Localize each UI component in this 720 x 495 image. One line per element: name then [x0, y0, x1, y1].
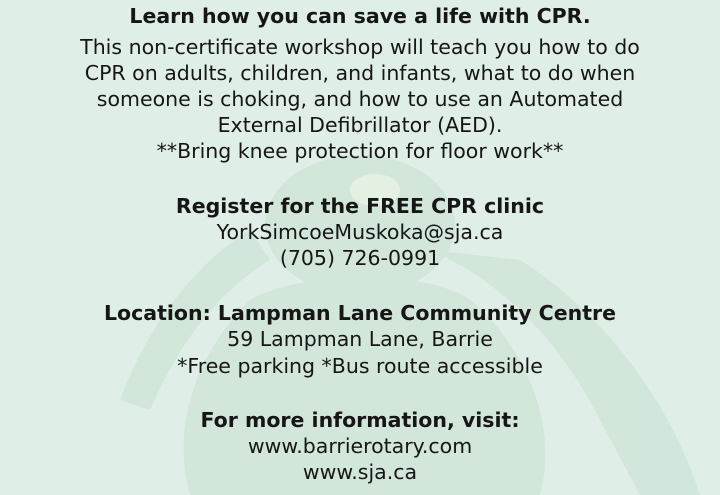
location-heading: Location: Lampman Lane Community Centre	[103, 301, 617, 325]
register-phone: (705) 726-0991	[279, 246, 441, 270]
location-notes: *Free parking *Bus route accessible	[177, 354, 543, 378]
barrierotary-link[interactable]: www.barrierotary.com	[247, 434, 473, 458]
description-line-4: External Defibrillator (AED).	[217, 113, 503, 137]
description-line-2: CPR on adults, children, and infants, what to do when	[84, 61, 636, 85]
register-heading: Register for the FREE CPR clinic	[175, 194, 545, 218]
description-line-1: This non-certificate workshop will teach you how to do	[80, 35, 640, 59]
knee-protection-note: **Bring knee protection for floor work**	[156, 139, 564, 163]
headline: Learn how you can save a life with CPR.	[129, 4, 591, 28]
info-heading: For more information, visit:	[200, 408, 520, 432]
sja-link[interactable]: www.sja.ca	[302, 460, 418, 484]
register-email-link[interactable]: YorkSimcoeMuskoka@sja.ca	[216, 220, 504, 244]
description-line-3: someone is choking, and how to use an Automated	[96, 87, 624, 111]
location-address: 59 Lampman Lane, Barrie	[227, 327, 493, 351]
